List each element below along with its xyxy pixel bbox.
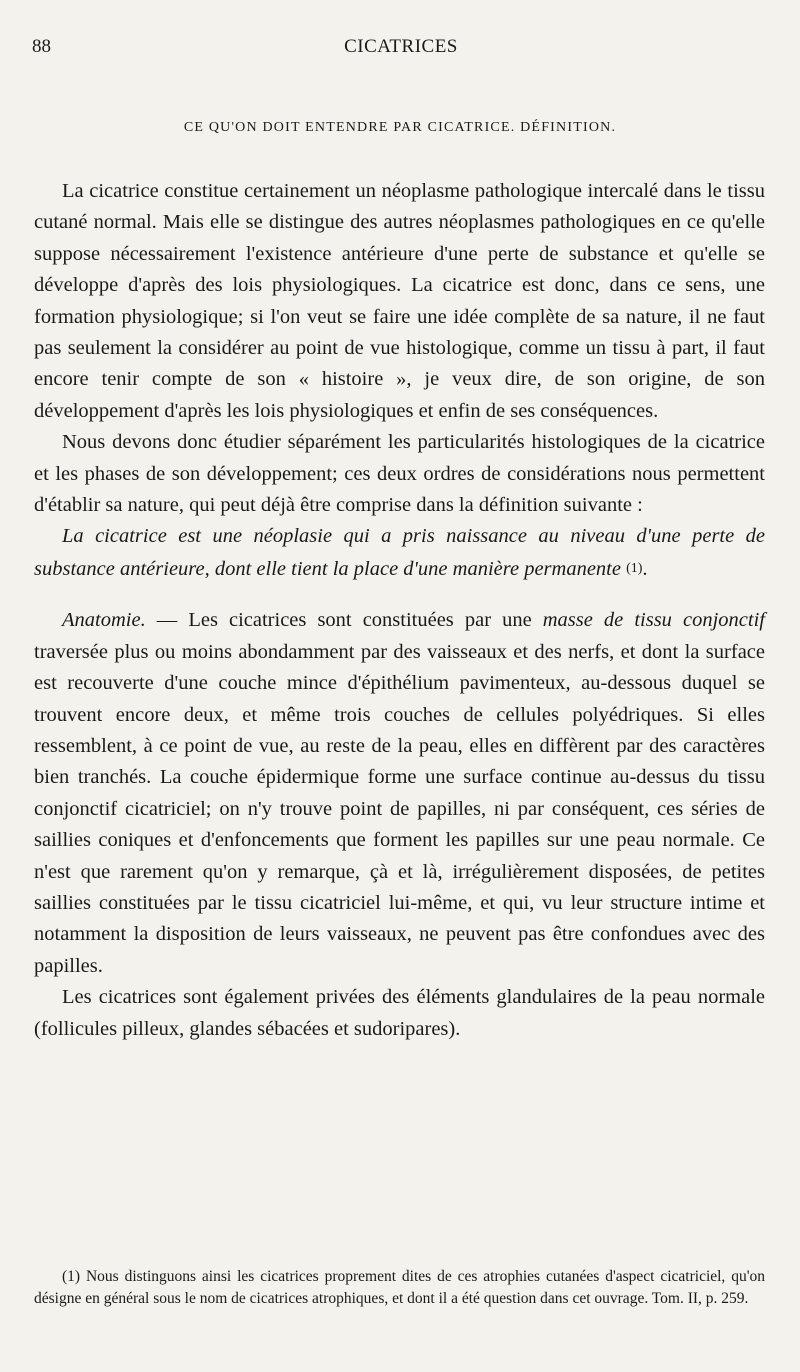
anatomie-emphasis: masse de tissu conjonctif (542, 609, 765, 632)
paragraph-study-plan: Nous devons donc étudier séparément les particularités histologiques de la cicatrice et les phases de son développement; ces deux ordres de considérations nous permettent d'établir sa nature, qui peut déjà être comprise dans la définition suivante : (34, 431, 765, 517)
running-title: CICATRICES (344, 36, 458, 57)
definition-text: La cicatrice est une néoplasie qui a pris naissance au niveau d'une perte de substance antérieure, dont elle tient la place d'une manière permanente (34, 525, 765, 580)
main-text (34, 176, 765, 1045)
page-header (32, 36, 770, 66)
footnote: (1) Nous distinguons ainsi les cicatrices proprement dites de ces atrophies cutanées d'aspect cicatriciel, qu'on désigne en général sous le nom de cicatrices atrophiques, et dont il a été question dans cet ouvrage. Tom. II, p. 259. (34, 1268, 765, 1307)
paragraph-introduction: La cicatrice constitue certainement un néoplasme pathologique intercalé dans le tissu cutané normal. Mais elle se distingue des autres néoplasmes pathologiques en ce qu'elle suppose nécessairement l'existence antérieure d'une perte de substance et qu'elle se développe d'après des lois physiologiques. La cicatrice est donc, dans ce sens, une formation physiologique; si l'on veut se faire une idée complète de sa nature, il ne faut pas seulement la considérer au point de vue histologique, comme un tissu à part, il faut encore tenir compte de son « histoire », je veux dire, de son origine, de son développement d'après les lois physiologiques et enfin de ses conséquences. (34, 180, 765, 422)
section-heading: CE QU'ON DOIT ENTENDRE PAR CICATRICE. DÉFINITION. (183, 120, 617, 135)
paragraph-glandular: Les cicatrices sont également privées des éléments glandulaires de la peau normale (follicules pilleux, glandes sébacées et sudoripares). (34, 986, 765, 1040)
paragraph-anatomie (34, 605, 765, 982)
anatomie-text-b: traversée plus ou moins abondamment par des vaisseaux et des nerfs, et dont la surface est recouverte d'une couche mince d'épithélium pavimenteux, au-dessous duquel se trouvent encore deux, et même trois couches de cellules polyédriques. Si elles ressemblent, à ce point de vue, au reste de la peau, elles en diffèrent par des caractères bien tranchés. La couche épidermique forme une surface continue au-dessus du tissu conjonctif cicatriciel; on n'y trouve point de papilles, ni par conséquent, ces séries de saillies coniques et d'enfoncements que forment les papilles sur une peau normale. Ce n'est que rarement qu'on y remarque, çà et là, irrégulièrement disposées, de petites saillies constituées par le tissu cicatriciel lui-même, et qui, vu leur structure intime et notamment la disposition de leurs vaisseaux, ne peuvent pas être confondues avec des papilles. (34, 640, 765, 977)
page-number: 88 (32, 36, 51, 57)
anatomie-label: Anatomie. (62, 609, 146, 632)
anatomie-text-a: — Les cicatrices sont constituées par une (145, 609, 543, 632)
footnote-reference: (1) (626, 560, 643, 576)
definition-paragraph: La cicatrice est une néoplasie qui a pris naissance au niveau d'une perte de substance antérieure, dont elle tient la place d'une manière permanente $^{(1)}$. (34, 525, 765, 580)
